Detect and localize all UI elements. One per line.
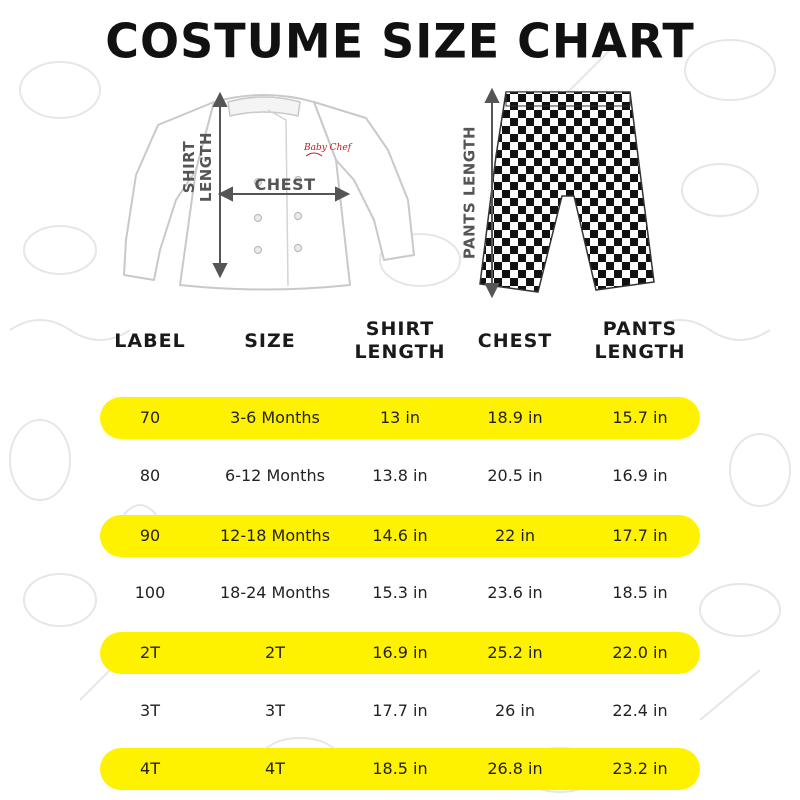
cell-size: 12-18 Months <box>219 526 331 545</box>
table-header <box>0 318 800 388</box>
cell-pants: 18.5 in <box>612 583 668 602</box>
page-title: COSTUME SIZE CHART <box>105 13 695 69</box>
header-shirt-length-line1: SHIRT <box>365 318 435 340</box>
cell-pants: 22.0 in <box>612 643 668 662</box>
table-row <box>100 748 700 790</box>
cell-chest: 25.2 in <box>487 643 543 662</box>
shirt-length-label-line1: SHIRT <box>180 140 198 194</box>
cell-label: 90 <box>139 526 161 545</box>
table-row <box>100 397 700 439</box>
cell-label: 2T <box>140 643 160 662</box>
cell-shirt: 15.3 in <box>372 583 428 602</box>
cell-shirt: 16.9 in <box>372 643 428 662</box>
header-chest-text: CHEST <box>477 330 553 352</box>
table-row <box>100 515 700 557</box>
table-row <box>100 690 700 732</box>
header-size <box>210 330 330 353</box>
cell-chest: 23.6 in <box>487 583 543 602</box>
table-row <box>100 572 700 614</box>
header-pants-length-line2: LENGTH <box>594 341 686 363</box>
cell-label: 3T <box>140 701 160 720</box>
cell-chest: 22 in <box>494 526 536 545</box>
cell-chest: 26 in <box>494 701 536 720</box>
cell-pants: 16.9 in <box>612 466 668 485</box>
cell-pants: 17.7 in <box>612 526 668 545</box>
cell-size: 2T <box>265 643 285 662</box>
cell-shirt: 13.8 in <box>372 466 428 485</box>
cell-label: 70 <box>139 408 161 427</box>
header-pants-length <box>575 318 705 364</box>
chest-label: CHEST <box>254 175 316 194</box>
cell-size: 3-6 Months <box>230 408 320 427</box>
header-pants-length-line1: PANTS <box>602 318 678 340</box>
cell-shirt: 18.5 in <box>372 759 428 778</box>
table-row <box>100 455 700 497</box>
cell-label: 100 <box>134 583 166 602</box>
header-size-text: SIZE <box>244 330 296 352</box>
cell-shirt: 17.7 in <box>372 701 428 720</box>
cell-size: 3T <box>265 701 285 720</box>
cell-chest: 18.9 in <box>487 408 543 427</box>
embroidery-logo: Baby Chef <box>304 143 352 153</box>
header-label <box>100 330 200 353</box>
cell-chest: 20.5 in <box>487 466 543 485</box>
cell-size: 4T <box>265 759 285 778</box>
checkered-pants-image <box>478 86 658 301</box>
cell-pants: 22.4 in <box>612 701 668 720</box>
cell-pants: 23.2 in <box>612 759 668 778</box>
pants-measure-arrow <box>482 88 502 298</box>
table-row <box>100 632 700 674</box>
header-shirt-length-line2: LENGTH <box>354 341 446 363</box>
cell-shirt: 14.6 in <box>372 526 428 545</box>
cell-label: 4T <box>140 759 160 778</box>
header-label-text: LABEL <box>114 330 186 352</box>
cell-chest: 26.8 in <box>487 759 543 778</box>
cell-label: 80 <box>139 466 161 485</box>
shirt-length-label-line2: LENGTH <box>197 131 215 203</box>
cell-size: 6-12 Months <box>225 466 325 485</box>
cell-pants: 15.7 in <box>612 408 668 427</box>
header-chest <box>455 330 575 353</box>
cell-size: 18-24 Months <box>219 583 331 602</box>
shirt-length-label <box>181 127 215 207</box>
pants-length-label: PANTS LENGTH <box>460 125 479 260</box>
header-shirt-length <box>340 318 460 364</box>
cell-shirt: 13 in <box>379 408 421 427</box>
